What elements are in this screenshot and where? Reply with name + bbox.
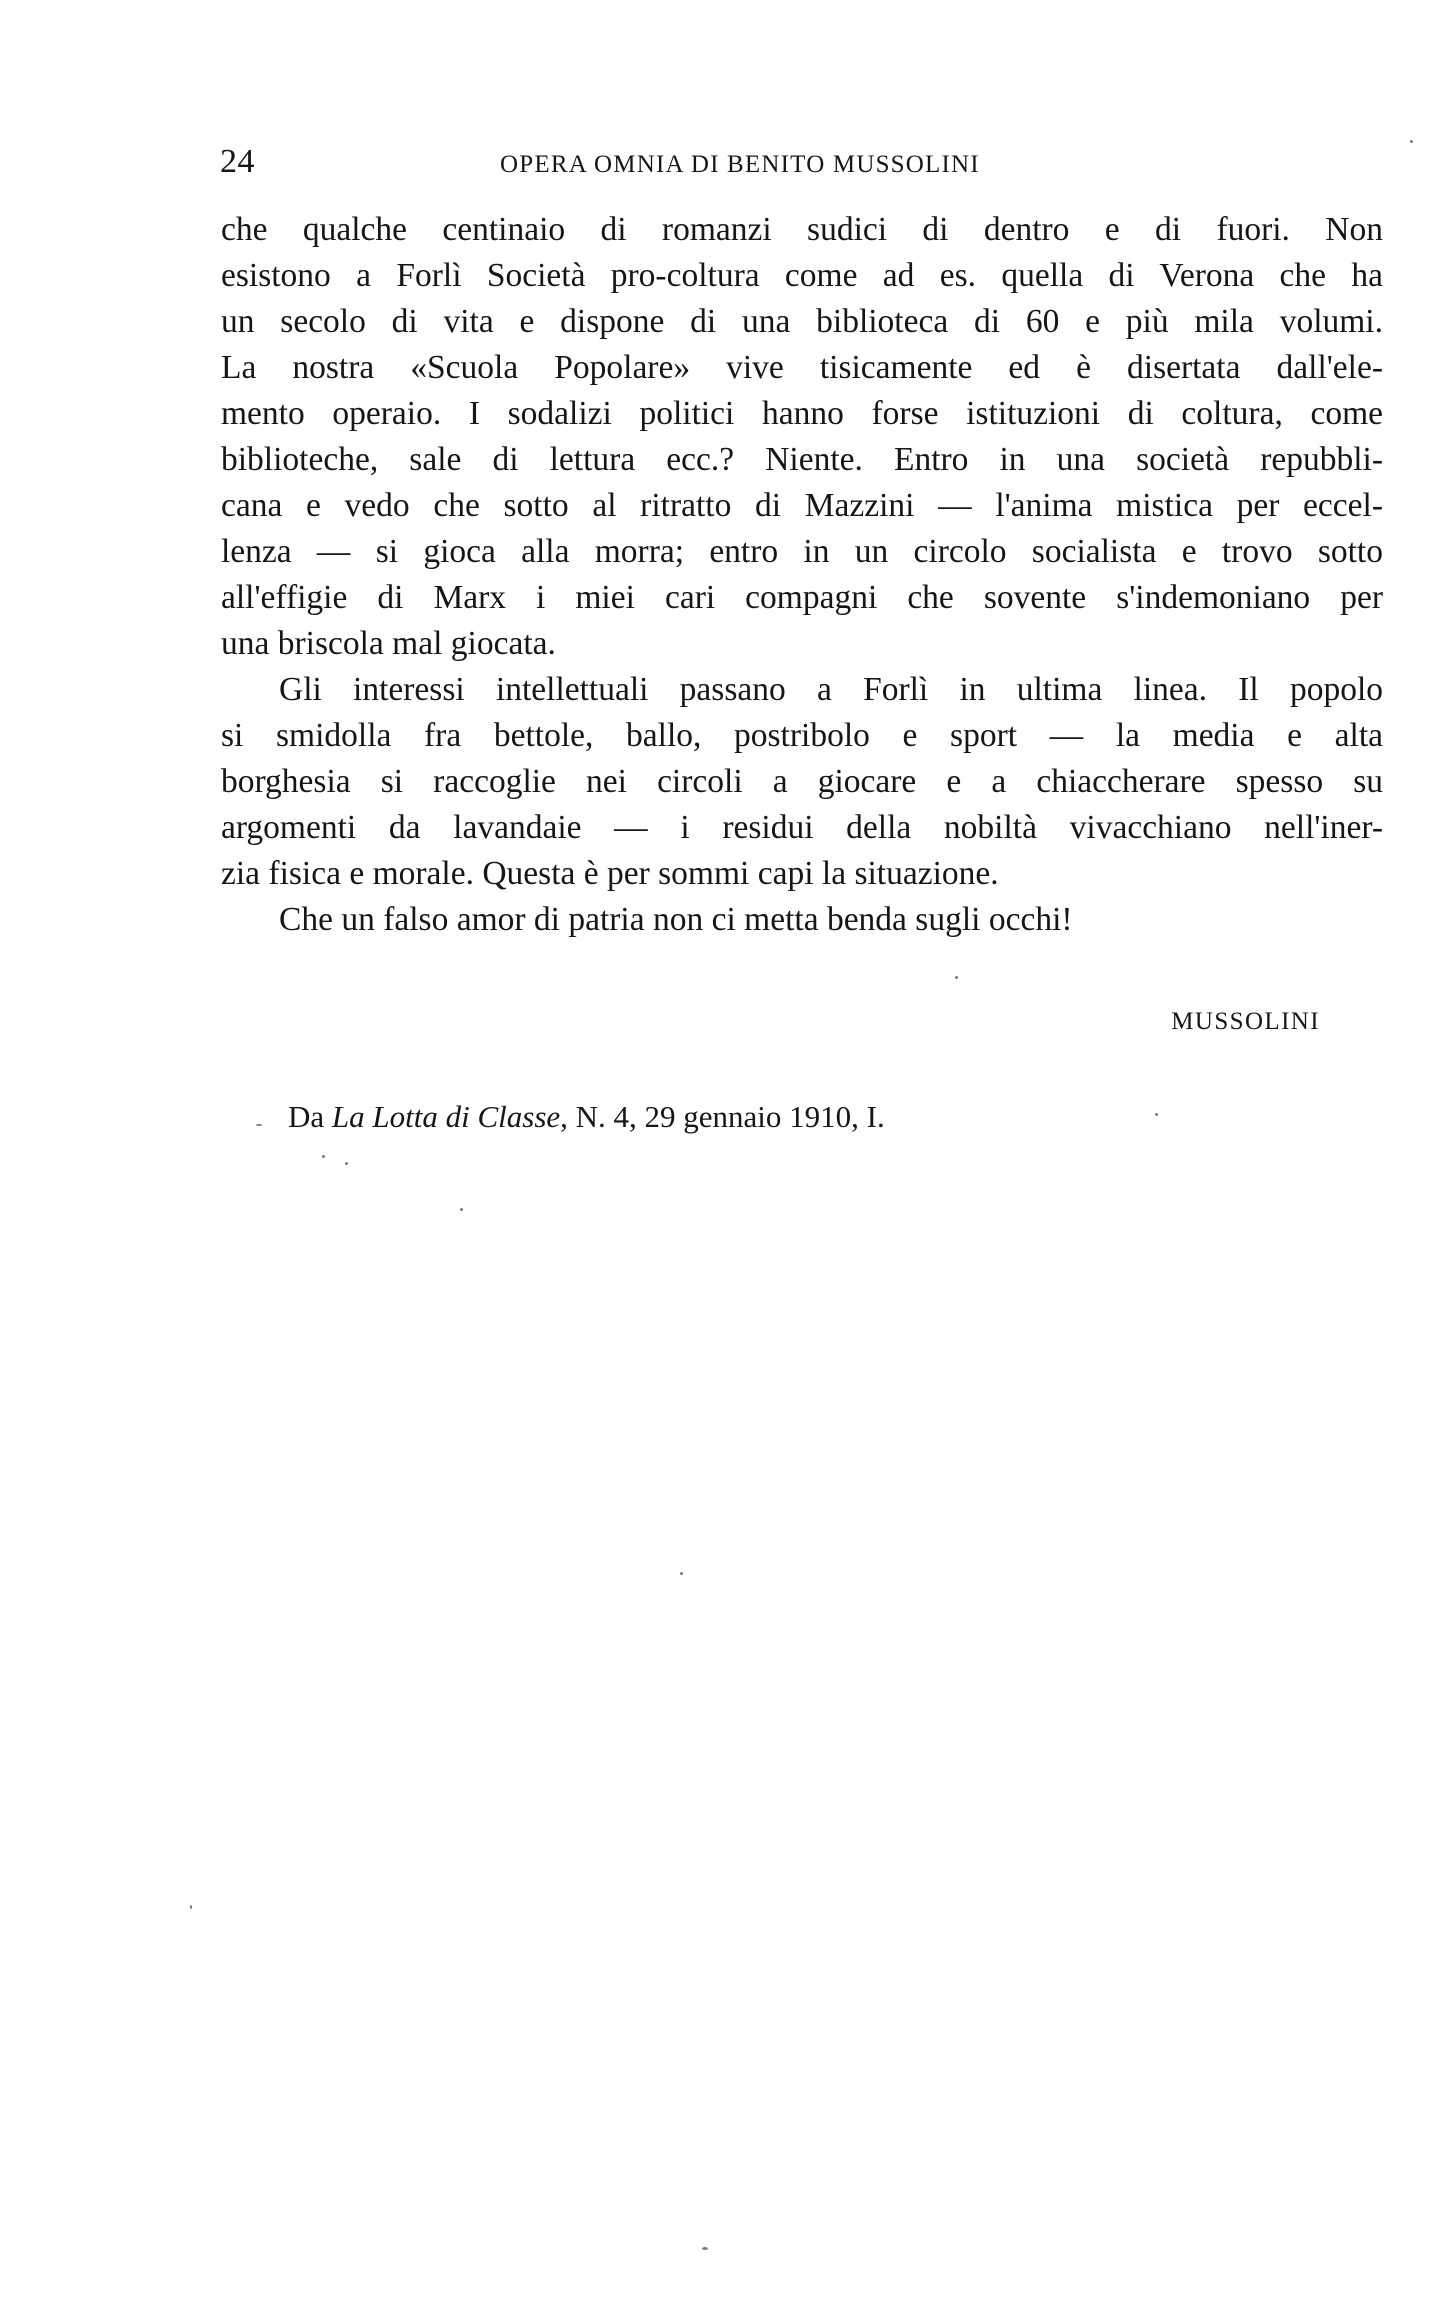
text-line: Che un falso amor di patria non ci metta benda sugli occhi! [279, 901, 1073, 938]
scan-speck [322, 1155, 325, 1158]
text-line: Gli interessi intellettuali passano a Forlì in ultima linea. Il popolo [279, 671, 1383, 708]
text-line: La nostra «Scuola Popolare» vive tisicamente ed è disertata dall'ele- [221, 349, 1383, 386]
scan-speck [345, 1162, 348, 1165]
scan-speck [680, 1572, 683, 1575]
text-line: che qualche centinaio di romanzi sudici di dentro e di fuori. Non [221, 211, 1383, 248]
text-line: mento operaio. I sodalizi politici hanno forse istituzioni di coltura, come [221, 395, 1383, 432]
running-title: OPERA OMNIA DI BENITO MUSSOLINI [500, 151, 980, 178]
paragraph [221, 667, 1383, 897]
paragraph [221, 897, 1383, 943]
scan-speck [256, 1124, 262, 1126]
source-note [288, 1097, 885, 1137]
body-text [221, 207, 1383, 943]
paragraph [221, 207, 1383, 667]
scan-speck [955, 976, 958, 979]
text-line: si smidolla fra bettole, ballo, postribolo e sport — la media e alta [221, 717, 1383, 754]
text-line: zia fisica e morale. Questa è per sommi capi la situazione. [221, 855, 999, 892]
source-details: , N. 4, 29 gennaio 1910, I. [560, 1099, 885, 1134]
source-prefix: Da [288, 1099, 332, 1134]
scan-speck [702, 2247, 708, 2250]
scan-speck [460, 1208, 463, 1211]
publication-title: La Lotta di Classe [331, 1099, 561, 1134]
text-line: cana e vedo che sotto al ritratto di Mazzini — l'anima mistica per eccel- [221, 487, 1383, 524]
scan-speck [1155, 1113, 1158, 1116]
scan-speck [190, 1905, 192, 1909]
text-line: argomenti da lavandaie — i residui della nobiltà vivacchiano nell'iner- [221, 809, 1383, 846]
scan-speck [1410, 140, 1413, 143]
text-line: una briscola mal giocata. [221, 625, 556, 662]
text-line: un secolo di vita e dispone di una biblioteca di 60 e più mila volumi. [221, 303, 1383, 340]
text-line: esistono a Forlì Società pro-coltura come ad es. quella di Verona che ha [221, 257, 1383, 294]
text-line: all'effigie di Marx i miei cari compagni che sovente s'indemoniano per [221, 579, 1383, 616]
text-line: biblioteche, sale di lettura ecc.? Niente. Entro in una società repubbli- [221, 441, 1383, 478]
page-number: 24 [220, 143, 255, 180]
text-line: borghesia si raccoglie nei circoli a giocare e a chiaccherare spesso su [221, 763, 1383, 800]
author-signature: MUSSOLINI [1171, 1008, 1320, 1035]
text-line: lenza — si gioca alla morra; entro in un circolo socialista e trovo sotto [221, 533, 1383, 570]
